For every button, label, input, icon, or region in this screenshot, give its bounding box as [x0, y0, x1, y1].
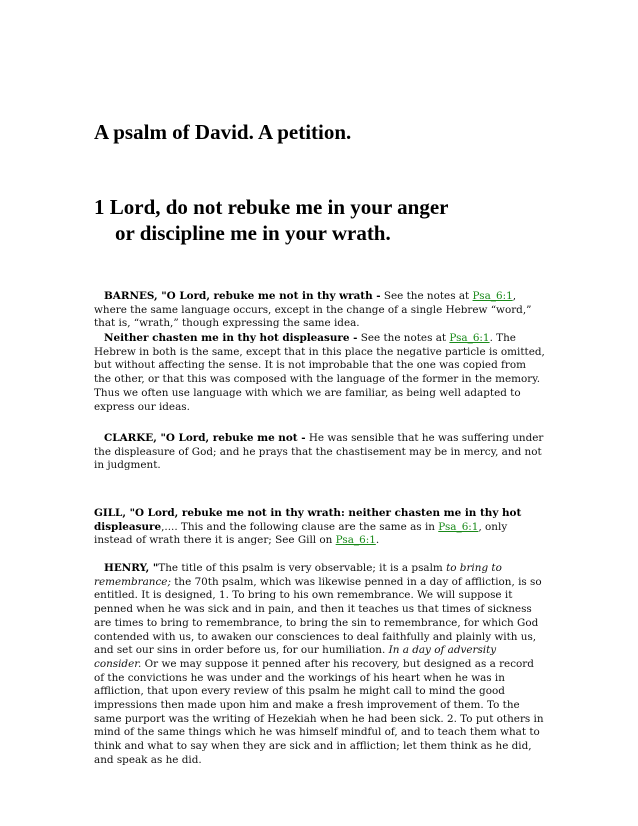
clarke-heading: CLARKE, "O Lord, rebuke me not - — [104, 432, 306, 444]
barnes-paragraph-2: Neither chasten me in thy hot displeasure - See the notes at Psa_6:1. The Hebrew in both is the same, except that in this place the negative particle is omitted, but without affecting the sense. It is not improbable that the one was copied from the other, or that this was composed with the language of the former in the memory. Thus we often use language with which we are familiar, as being well adapted to express our ideas. — [94, 332, 545, 413]
verse-line-2: or discipline me in your wrath. — [115, 221, 391, 245]
henry-paragraph: HENRY, "The title of this psalm is very observable; it is a psalm to bring to remembrance; the 70th psalm, which was likewise penned in a day of affliction, is so entitled. It is designed, 1. To bring to his own remembrance. We will suppose it penned when he was sick and in pain, and then it teaches us that times of sickness are times to bring to remembrance, to bring the sin to remembrance, for which God contended with us, to awaken our consciences to deal faithfully and plainly with us, and set our sins in order before us, for our humiliation. In a day of adversity consider. Or we may suppose it penned after his recovery, but designed as a record of the convictions he was under and the workings of his heart when he was in affliction, that upon every review of this psalm he might call to mind the good impressions then made upon him and make a fresh improvement of them. To the same purport was the writing of Hezekiah when he had been sick. 2. To put others in mind of the same things which he was himself mindful of, and to teach them what to think and what to say when they are sick and in affliction; let them think as he did, and speak as he did. — [94, 562, 544, 766]
henry-heading: HENRY, " — [104, 562, 159, 574]
gill-paragraph: GILL, "O Lord, rebuke me not in thy wrath: neither chasten me in thy hot displeasure,.... This and the following clause are the same as in Psa_6:1, only instead of wrath there it is anger; See Gill on Psa_6:1. — [94, 507, 522, 547]
scripture-link[interactable]: Psa_6:1 — [335, 534, 376, 547]
scripture-link[interactable]: Psa_6:1 — [449, 332, 490, 344]
barnes-heading: BARNES, "O Lord, rebuke me not in thy wrath - — [104, 290, 381, 302]
scripture-link[interactable]: Psa_6:1 — [472, 290, 513, 302]
scripture-link[interactable]: Psa_6:1 — [438, 520, 479, 533]
barnes-subheading: Neither chasten me in thy hot displeasure - — [104, 332, 358, 344]
barnes-paragraph-1: BARNES, "O Lord, rebuke me not in thy wrath - See the notes at Psa_6:1, where the same language occurs, except in the change of a single Hebrew “word,” that is, “wrath,” though expressing the same idea. — [94, 290, 532, 330]
verse-line-1: 1 Lord, do not rebuke me in your anger — [94, 195, 449, 219]
gill-heading: GILL, "O Lord, rebuke me not in thy wrath: neither chasten me in thy hot displeasure — [94, 507, 522, 533]
psalm-title: A psalm of David. A petition. — [94, 120, 352, 144]
clarke-paragraph: CLARKE, "O Lord, rebuke me not - He was sensible that he was suffering under the displeasure of God; and he prays that the chastisement may be in mercy, and not in judgment. — [94, 432, 544, 472]
